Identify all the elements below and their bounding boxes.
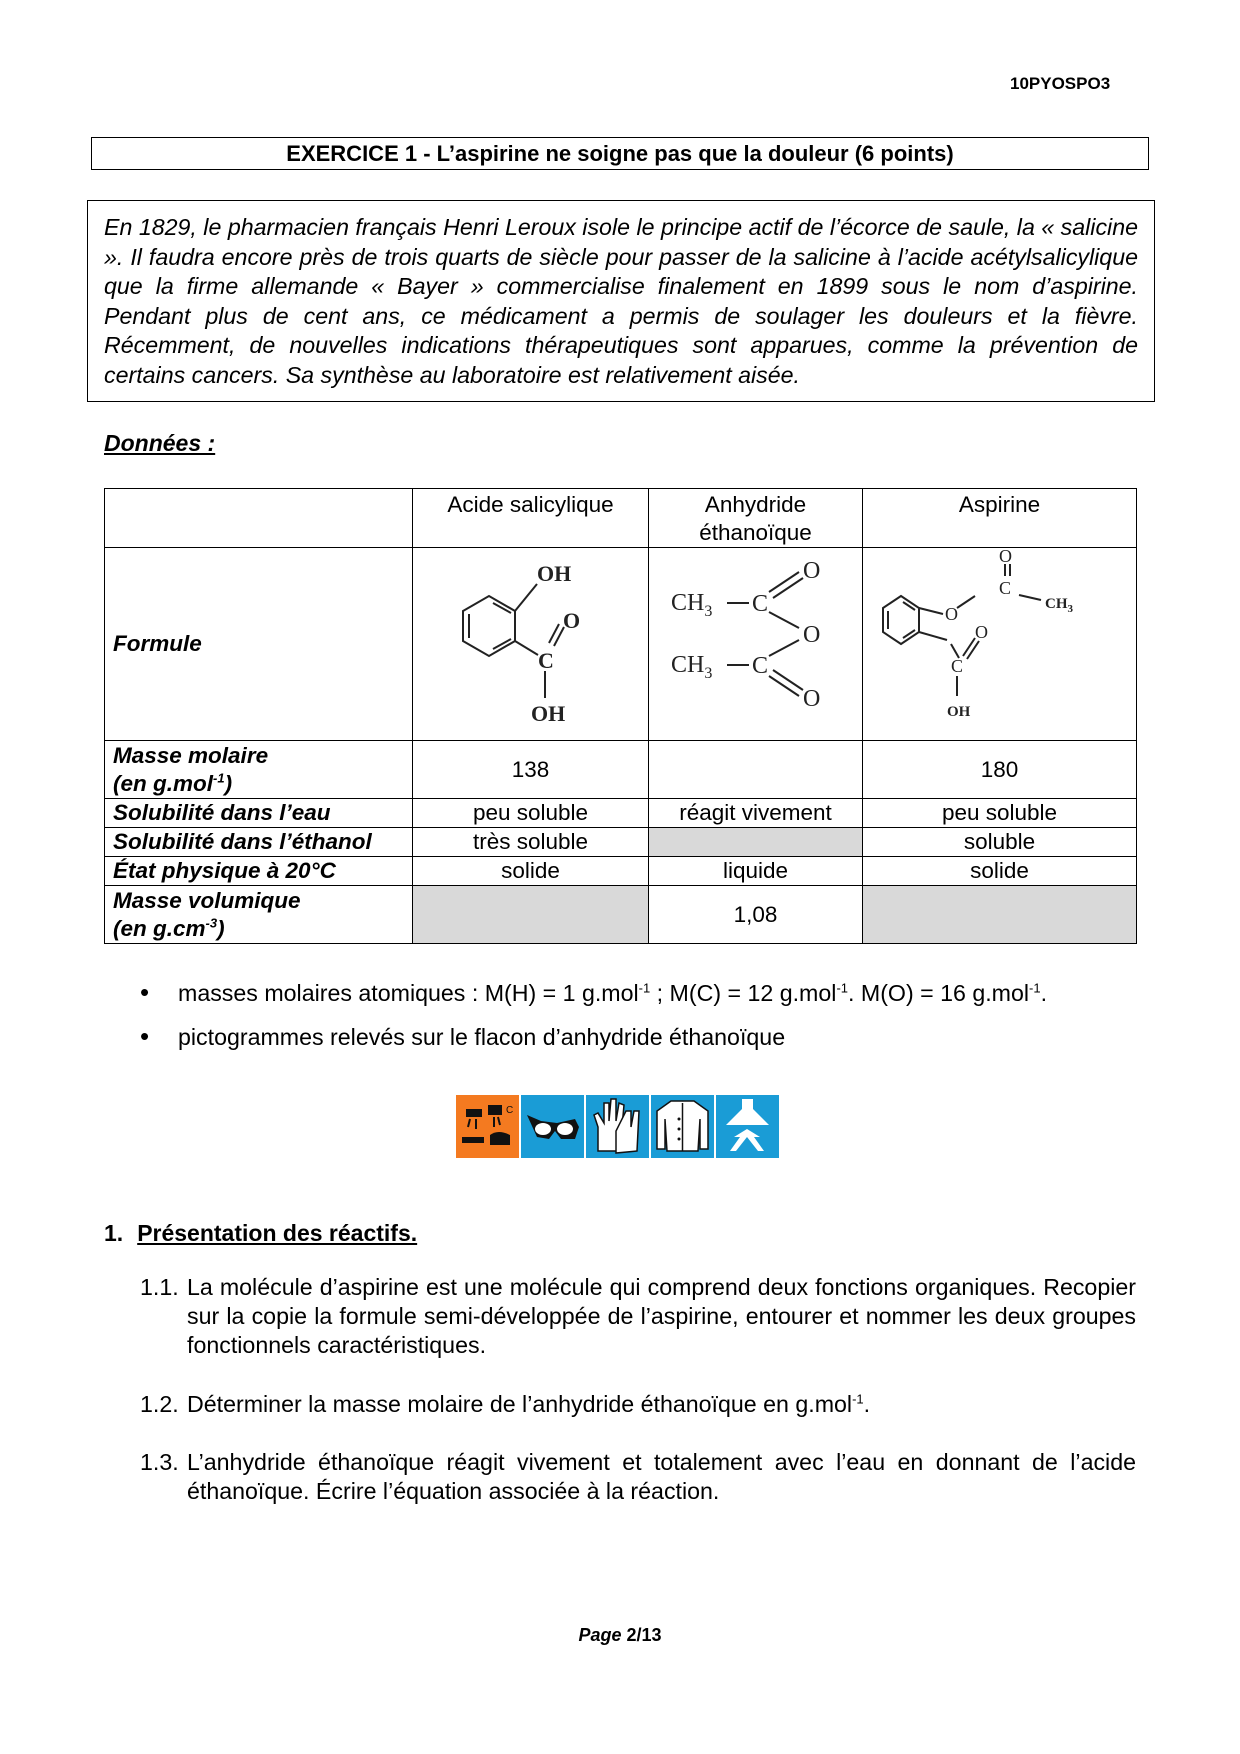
exercise-title: EXERCICE 1 - L’aspirine ne soigne pas que la douleur (6 points) (91, 137, 1149, 170)
c-label: C (752, 653, 769, 679)
page-number: 2/13 (626, 1625, 662, 1645)
table-header-row (105, 489, 1137, 548)
row-label: État physique à 20°C (105, 857, 413, 886)
table-row-formule (105, 548, 1137, 741)
table-row-masse-volumique (105, 886, 1137, 944)
section-heading (104, 1220, 417, 1247)
o-label: O (999, 548, 1012, 566)
table-row-solubilite-ethanol (105, 828, 1137, 857)
acide-salicylique-structure (413, 548, 649, 733)
cell-value: 180 (863, 741, 1137, 799)
corrosive-icon (456, 1095, 519, 1158)
cell-value: très soluble (413, 828, 649, 857)
intro-box (87, 200, 1155, 402)
safety-goggles-icon (521, 1095, 584, 1158)
bullet-dot: • (140, 977, 150, 1007)
cell-value: 138 (413, 741, 649, 799)
section-number: 1. (104, 1220, 124, 1246)
o-label: O (803, 686, 821, 712)
question-text: Déterminer la masse molaire de l’anhydride éthanoïque en g.mol$^{-1}$. (187, 1391, 871, 1417)
oh-label: OH (537, 561, 572, 586)
question-number: 1.3. (140, 1449, 179, 1475)
question-text: La molécule d’aspirine est une molécule qui comprend deux fonctions organiques. Recopier sur la copie la formule semi-développée de l’aspirine, entourer et nommer les deux groupes fonctionnels caractéristiques. (187, 1274, 1136, 1358)
cell-value: réagit vivement (649, 799, 863, 828)
page-footer (0, 1625, 1240, 1646)
intro-text: En 1829, le pharmacien français Henri Leroux isole le principe actif de l’écorce de saule, la « salicine ». Il faudra encore près de trois quarts de siècle pour passer de la salicine à l’acide acétylsalicylique que la firme allemande « Bayer » commercialise finalement en 1899 sous le nom d’aspirine. Pendant plus de cent ans, ce médicament a permis de soulager les douleurs et la fièvre. Récemment, de nouvelles indications thérapeutiques sont apparues, comme la prévention de certains cancers. Sa synthèse au laboratoire est relativement aisée. (104, 214, 1138, 388)
table-row-solubilite-eau (105, 799, 1137, 828)
column-header: Anhydride éthanoïque (649, 489, 863, 548)
table-row-masse-molaire (105, 741, 1137, 799)
cell-empty (413, 886, 649, 944)
row-label-masse-molaire: Masse molaire (en g.mol$^{-1}$) (105, 741, 413, 799)
anhydride-ethanoique-structure (649, 548, 863, 733)
aspirine-structure (863, 548, 1137, 733)
row-label: Solubilité dans l’éthanol (105, 828, 413, 857)
o-label: O (803, 558, 821, 584)
svg-text:C: C (506, 1105, 514, 1116)
column-header: Aspirine (863, 489, 1137, 548)
cell-value (649, 741, 863, 799)
c-label: C (538, 648, 554, 673)
cell-value: solide (413, 857, 649, 886)
oh-label: OH (947, 704, 971, 720)
cell-value: peu soluble (413, 799, 649, 828)
table-row-etat (105, 857, 1137, 886)
row-label-masse-volumique: Masse volumique (en $g.cm^{-3}$) (105, 886, 413, 944)
question-1-2 (140, 1390, 1136, 1419)
cell-value: solide (863, 857, 1137, 886)
cell-value: peu soluble (863, 799, 1137, 828)
oh-label: OH (531, 701, 566, 726)
ch3-label: $CH_3$ (671, 652, 713, 682)
data-table (104, 488, 1137, 944)
cell-empty (863, 886, 1137, 944)
cell-value: soluble (863, 828, 1137, 857)
cell-value: 1,08 (649, 886, 863, 944)
page-label: Page (578, 1625, 622, 1645)
c-label: C (752, 591, 769, 617)
o-label: O (803, 622, 821, 648)
cell-empty (649, 828, 863, 857)
question-1-1 (140, 1273, 1136, 1360)
formula-anhydride (649, 548, 863, 741)
o-label: O (563, 608, 581, 633)
donnees-heading: Données : (104, 430, 216, 456)
o-label: O (975, 622, 988, 642)
row-label: Solubilité dans l’eau (105, 799, 413, 828)
column-header: Acide salicylique (413, 489, 649, 548)
table-corner-cell (105, 489, 413, 548)
section-title: Présentation des réactifs. (137, 1220, 418, 1246)
cell-value: liquide (649, 857, 863, 886)
question-text: L’anhydride éthanoïque réagit vivement et totalement avec l’eau en donnant de l’acide éthanoïque. Écrire l’équation associée à la réaction. (187, 1449, 1136, 1504)
lab-coat-icon (651, 1095, 714, 1158)
o-label: O (945, 604, 958, 624)
document-code: 10PYOSPO3 (1010, 74, 1111, 93)
formula-aspirine (863, 548, 1137, 741)
ch3-label: $CH_3$ (671, 590, 713, 620)
gloves-icon (586, 1095, 649, 1158)
c-label: C (951, 656, 964, 676)
bullet-text: pictogrammes relevés sur le flacon d’anhydride éthanoïque (178, 1024, 786, 1050)
question-1-3 (140, 1448, 1136, 1506)
bullet-dot: • (140, 1021, 150, 1051)
bullet-text: masses molaires atomiques : M(H) = 1 g.mol$^{-1}$ ; M(C) = 12 g.mol$^{-1}$. M(O) = 16 g.mol$^{-1}$. (178, 980, 1048, 1006)
fume-hood-icon (716, 1095, 779, 1158)
ch3-label: $CH_3$ (1045, 596, 1073, 615)
pictogram-row (456, 1095, 779, 1158)
question-number: 1.1. (140, 1274, 179, 1300)
formula-acide-salicylique (413, 548, 649, 741)
question-number: 1.2. (140, 1391, 179, 1417)
c-label: C (999, 578, 1012, 598)
row-label: Formule (105, 548, 413, 741)
